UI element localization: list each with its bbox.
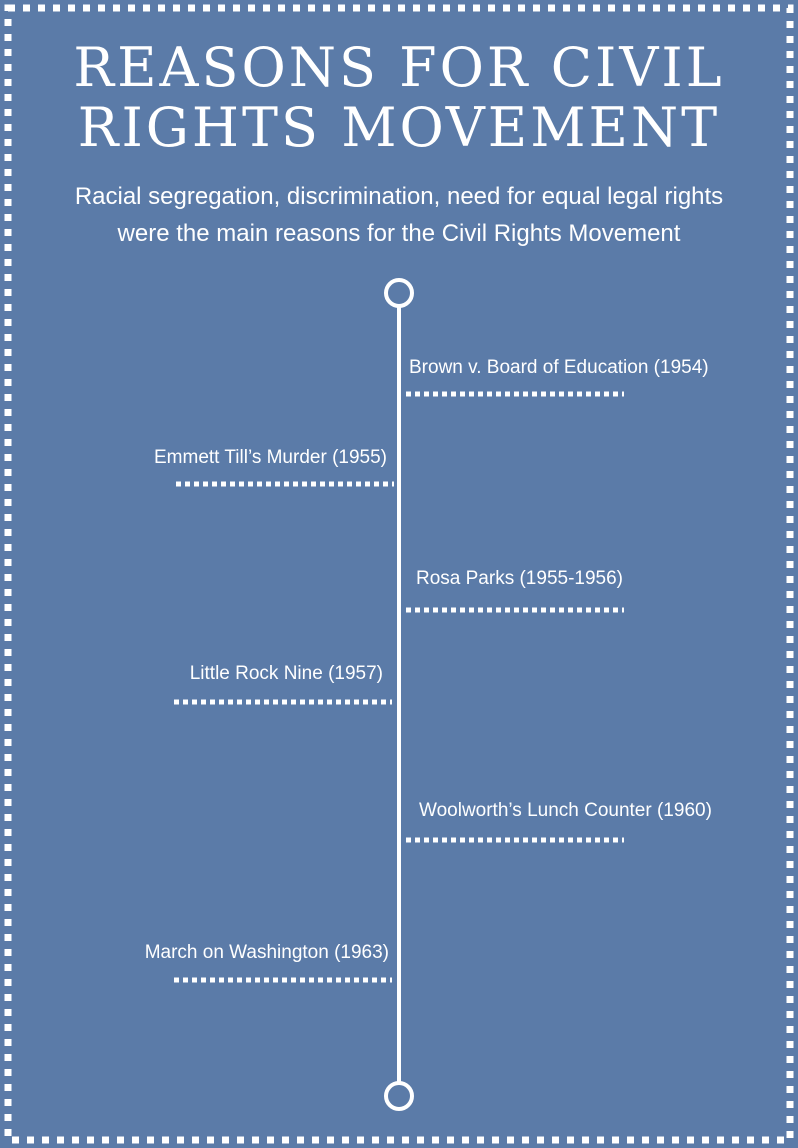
event-label-march-on-washington: March on Washington (1963) bbox=[144, 942, 389, 963]
page-subtitle: Racial segregation, discrimination, need for equal legal rights were the main reasons for the Civil Rights Movement bbox=[74, 183, 724, 247]
event-label-little-rock-nine: Little Rock Nine (1957) bbox=[189, 663, 383, 684]
timeline-start-node bbox=[386, 280, 412, 306]
event-label-brown-v-board: Brown v. Board of Education (1954) bbox=[409, 357, 709, 378]
event-label-emmett-till: Emmett Till’s Murder (1955) bbox=[154, 447, 387, 468]
event-label-woolworths: Woolworth’s Lunch Counter (1960) bbox=[419, 800, 712, 821]
timeline-end-node bbox=[386, 1083, 412, 1109]
event-label-rosa-parks: Rosa Parks (1955-1956) bbox=[416, 568, 623, 589]
page-title: REASONS FOR CIVIL RIGHTS MOVEMENT bbox=[73, 36, 725, 159]
